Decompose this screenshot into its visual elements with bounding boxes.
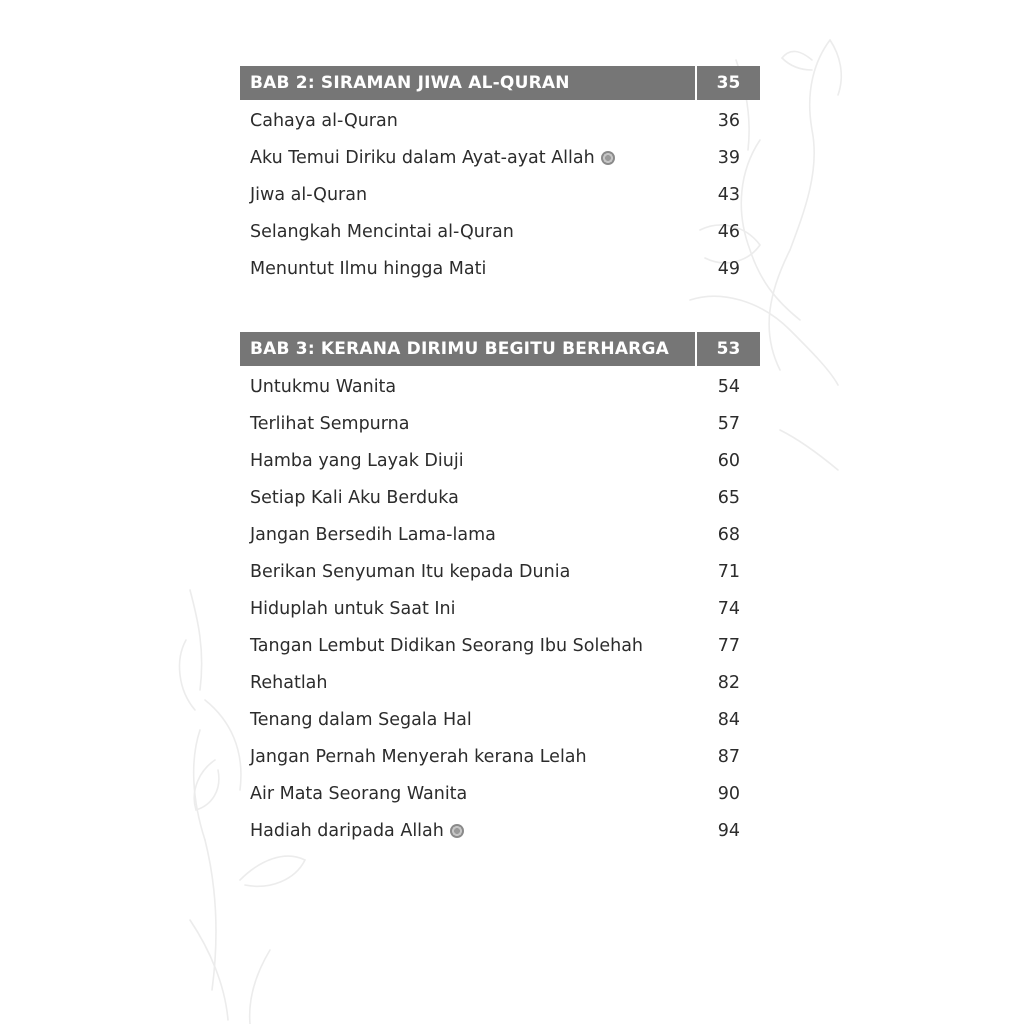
entry-page-number: 74 [717,598,740,619]
entry-page-number: 71 [717,561,740,582]
entry-title-wrap [240,784,467,804]
entry-title: Rehatlah [250,672,328,693]
entry-title-wrap [240,710,472,730]
entry-page-number: 54 [717,376,740,397]
toc-entry[interactable] [240,368,760,405]
toc-entry[interactable] [240,250,760,287]
entry-title-wrap [240,111,398,131]
chapter-section [240,66,760,287]
toc-entry[interactable] [240,553,760,590]
toc-entry[interactable] [240,213,760,250]
toc-entry[interactable] [240,627,760,664]
entry-title: Hiduplah untuk Saat Ini [250,598,456,619]
table-of-contents [240,66,760,894]
entry-title-wrap [240,488,459,508]
entry-title: Berikan Senyuman Itu kepada Dunia [250,561,571,582]
entry-page-number: 65 [717,487,740,508]
entry-page-number: 77 [717,635,740,656]
chapter-title: BAB 2: SIRAMAN JIWA AL-QURAN [240,66,695,100]
toc-entry[interactable] [240,775,760,812]
toc-entry[interactable] [240,812,760,849]
entry-page-number: 49 [717,258,740,279]
entry-page-number: 57 [717,413,740,434]
toc-entry[interactable] [240,701,760,738]
toc-entry[interactable] [240,139,760,176]
entry-title-wrap [240,414,409,434]
entry-title-wrap [240,562,570,582]
chapter-section [240,332,760,849]
entry-title-wrap [240,185,367,205]
entry-page-number: 46 [717,221,740,242]
honorific-icon [601,151,615,165]
toc-entry[interactable] [240,738,760,775]
entry-page-number: 36 [717,110,740,131]
entry-title: Cahaya al-Quran [250,110,398,131]
toc-entry[interactable] [240,442,760,479]
chapter-entries [240,102,760,287]
entry-title-wrap [240,599,456,619]
entry-page-number: 94 [717,820,740,841]
entry-title: Hamba yang Layak Diuji [250,450,464,471]
toc-entry[interactable] [240,664,760,701]
entry-page-number: 90 [717,783,740,804]
toc-entry[interactable] [240,590,760,627]
entry-title: Aku Temui Diriku dalam Ayat-ayat Allah [250,147,595,168]
entry-title: Menuntut Ilmu hingga Mati [250,258,487,279]
entry-title: Jiwa al-Quran [250,184,368,205]
entry-title: Selangkah Mencintai al-Quran [250,221,514,242]
entry-title-wrap [240,673,328,693]
chapter-page-number: 53 [697,332,760,366]
entry-page-number: 39 [717,147,740,168]
entry-title: Setiap Kali Aku Berduka [250,487,459,508]
entry-title-wrap [240,259,486,279]
entry-title: Hadiah daripada Allah [250,820,444,841]
entry-title-wrap [240,451,464,471]
entry-page-number: 84 [717,709,740,730]
entry-title-wrap [240,747,587,767]
chapter-page-number: 35 [697,66,760,100]
entry-title: Untukmu Wanita [250,376,397,397]
chapter-title: BAB 3: KERANA DIRIMU BEGITU BERHARGA [240,332,695,366]
honorific-icon [450,824,464,838]
entry-page-number: 43 [717,184,740,205]
chapter-header[interactable] [240,66,760,100]
entry-page-number: 87 [717,746,740,767]
toc-entry[interactable] [240,405,760,442]
entry-title-wrap [240,222,514,242]
entry-title: Tenang dalam Segala Hal [250,709,472,730]
entry-title: Tangan Lembut Didikan Seorang Ibu Solehah [250,635,644,656]
toc-entry[interactable] [240,102,760,139]
entry-title-wrap [240,525,496,545]
entry-page-number: 68 [717,524,740,545]
entry-title-wrap [240,377,396,397]
chapter-header[interactable] [240,332,760,366]
entry-page-number: 60 [717,450,740,471]
entry-page-number: 82 [717,672,740,693]
entry-title-wrap [240,148,615,168]
entry-title: Jangan Pernah Menyerah kerana Lelah [250,746,587,767]
toc-entry[interactable] [240,516,760,553]
toc-entry[interactable] [240,176,760,213]
chapter-entries [240,368,760,849]
entry-title: Terlihat Sempurna [250,413,410,434]
toc-entry[interactable] [240,479,760,516]
entry-title-wrap [240,636,643,656]
entry-title-wrap [240,821,464,841]
entry-title: Air Mata Seorang Wanita [250,783,468,804]
entry-title: Jangan Bersedih Lama-lama [250,524,496,545]
